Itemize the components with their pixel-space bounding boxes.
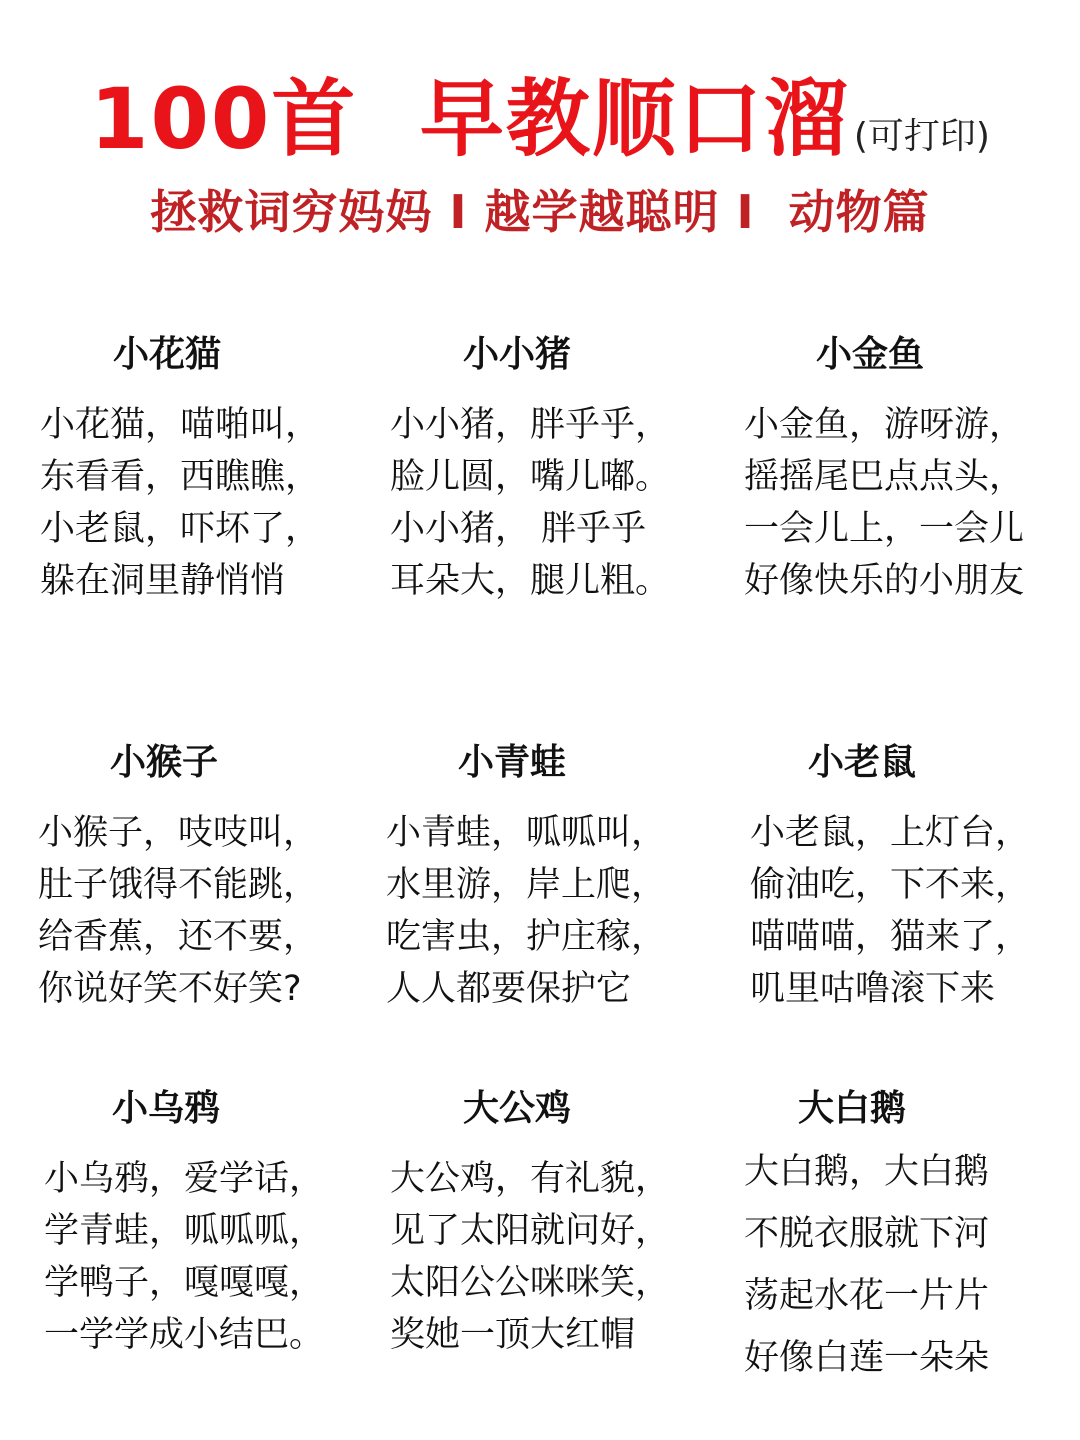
poem-line: 喵喵喵，猫来了， (750, 917, 1031, 957)
poem-line: 小猴子，吱吱叫， (38, 813, 319, 853)
title-main: 100首 早教顺口溜 (90, 70, 850, 168)
poem-card-rooster (390, 1080, 720, 1361)
poem-title: 小小猪 (463, 334, 572, 375)
poem-line: 吃害虫，护庄稼， (386, 917, 667, 957)
poem-card-goldfish (744, 326, 1074, 607)
poem-card-monkey (38, 734, 368, 1015)
poem-title: 小乌鸦 (112, 1088, 221, 1129)
poem-line: 耳朵大，腿儿粗。 (390, 561, 671, 601)
poem-line: 你说好笑不好笑? (38, 969, 302, 1009)
poem-title: 小猴子 (110, 742, 219, 783)
poem-line: 小老鼠，上灯台， (750, 813, 1031, 853)
poem-line: 小青蛙，呱呱叫， (386, 813, 667, 853)
poem-line: 好像白莲一朵朵 (744, 1338, 990, 1378)
poem-line: 学鸭子，嘎嘎嘎， (44, 1263, 325, 1303)
poem-line: 人人都要保护它 (386, 969, 632, 1009)
poem-line: 荡起水花一片片 (744, 1276, 990, 1316)
poem-title: 小金鱼 (816, 334, 925, 375)
poem-title: 小花猫 (113, 334, 222, 375)
poem-line: 东看看，西瞧瞧， (40, 457, 321, 497)
poem-line: 摇摇尾巴点点头， (744, 457, 1025, 497)
poem-card-crow (44, 1080, 374, 1361)
poem-card-goose (744, 1080, 1074, 1389)
poem-card-cat (40, 326, 370, 607)
poem-title: 大公鸡 (463, 1088, 572, 1129)
poem-line: 大白鹅，大白鹅 (744, 1152, 990, 1192)
poem-line: 一学学成小结巴。 (44, 1315, 325, 1355)
poem-line: 肚子饿得不能跳， (38, 865, 319, 905)
poem-line: 不脱衣服就下河 (744, 1214, 990, 1254)
title-note: (可打印) (853, 116, 990, 157)
poem-line: 小金鱼，游呀游， (744, 405, 1025, 445)
poem-line: 叽里咕噜滚下来 (750, 969, 996, 1009)
poem-line: 偷油吃，下不来， (750, 865, 1031, 905)
poem-line: 小小猪， 胖乎乎 (390, 509, 647, 549)
poem-title: 大白鹅 (798, 1088, 907, 1129)
page-subtitle: 拯救词穷妈妈 I 越学越聪明 I 动物篇 (150, 185, 930, 239)
poem-line: 好像快乐的小朋友 (744, 561, 1025, 601)
poem-card-pig (390, 326, 720, 607)
poem-line: 小老鼠，吓坏了， (40, 509, 321, 549)
poem-line: 太阳公公咪咪笑， (390, 1263, 671, 1303)
poem-card-mouse (750, 734, 1080, 1015)
poem-line: 躲在洞里静悄悄 (40, 561, 286, 601)
poem-line: 见了太阳就问好， (390, 1211, 671, 1251)
poem-line: 小乌鸦，爱学话， (44, 1159, 325, 1199)
page-title (0, 52, 1080, 173)
poem-line: 小小猪，胖乎乎， (390, 405, 671, 445)
poem-card-frog (386, 734, 716, 1015)
poem-line: 给香蕉，还不要， (38, 917, 319, 957)
poem-title: 小青蛙 (458, 742, 567, 783)
poem-line: 水里游，岸上爬， (386, 865, 667, 905)
poem-line: 大公鸡，有礼貌， (390, 1159, 671, 1199)
poem-line: 脸儿圆，嘴儿嘟。 (390, 457, 671, 497)
poem-title: 小老鼠 (808, 742, 917, 783)
poem-line: 一会儿上，一会儿 (744, 509, 1025, 549)
poem-line: 小花猫，喵啪叫， (40, 405, 321, 445)
poem-line: 学青蛙，呱呱呱， (44, 1211, 325, 1251)
poem-line: 奖她一顶大红帽 (390, 1315, 636, 1355)
